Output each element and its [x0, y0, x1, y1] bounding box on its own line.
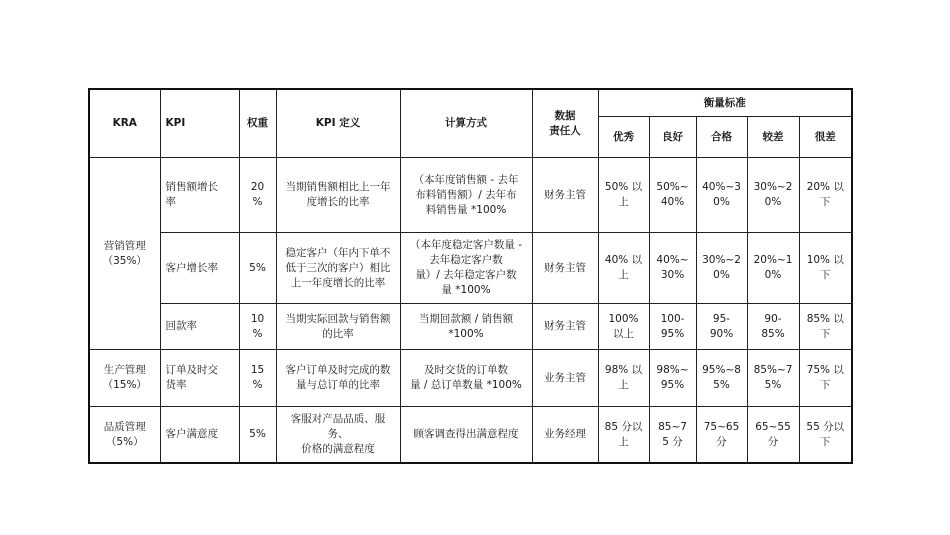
definition-cell: 客服对产品品质、服务、 价格的满意程度: [276, 407, 400, 464]
level-cell: 50% 以 上: [598, 158, 649, 233]
level-cell: 10% 以 下: [799, 233, 852, 304]
header-level-very-poor: 很差: [799, 117, 852, 158]
table-row: [89, 304, 852, 350]
header-row-1: [89, 89, 852, 117]
level-cell: 20%~1 0%: [747, 233, 799, 304]
weight-cell: 15 %: [239, 350, 276, 407]
level-cell: 55 分以 下: [799, 407, 852, 464]
kpi-table: [88, 88, 853, 464]
definition-cell: 当期实际回款与销售额 的比率: [276, 304, 400, 350]
kpi-cell: 销售额增长 率: [160, 158, 239, 233]
kpi-cell: 客户增长率: [160, 233, 239, 304]
level-cell: 85% 以 下: [799, 304, 852, 350]
weight-cell: 10 %: [239, 304, 276, 350]
level-cell: 40% 以 上: [598, 233, 649, 304]
kra-cell: 品质管理 （5%）: [89, 407, 160, 464]
table-row: [89, 158, 852, 233]
header-level-poor: 较差: [747, 117, 799, 158]
level-cell: 20% 以 下: [799, 158, 852, 233]
level-cell: 75% 以 下: [799, 350, 852, 407]
header-weight: 权重: [239, 89, 276, 158]
level-cell: 30%~2 0%: [696, 233, 747, 304]
level-cell: 75~65 分: [696, 407, 747, 464]
level-cell: 98% 以 上: [598, 350, 649, 407]
kpi-cell: 订单及时交 货率: [160, 350, 239, 407]
header-level-good: 良好: [649, 117, 696, 158]
header-kpi: KPI: [160, 89, 239, 158]
level-cell: 98%~ 95%: [649, 350, 696, 407]
level-cell: 100% 以上: [598, 304, 649, 350]
owner-cell: 业务主管: [532, 350, 598, 407]
owner-cell: 业务经理: [532, 407, 598, 464]
definition-cell: 稳定客户（年内下单不 低于三次的客户）相比 上一年度增长的比率: [276, 233, 400, 304]
level-cell: 95%~8 5%: [696, 350, 747, 407]
table-row: [89, 350, 852, 407]
calculation-cell: （本年度稳定客户数量 - 去年稳定客户数 量）/ 去年稳定客户数 量 *100%: [400, 233, 532, 304]
owner-cell: 财务主管: [532, 304, 598, 350]
owner-cell: 财务主管: [532, 158, 598, 233]
table-row: [89, 407, 852, 464]
level-cell: 85%~7 5%: [747, 350, 799, 407]
level-cell: 40%~3 0%: [696, 158, 747, 233]
weight-cell: 5%: [239, 407, 276, 464]
calculation-cell: 及时交货的订单数 量 / 总订单数量 *100%: [400, 350, 532, 407]
level-cell: 50%~ 40%: [649, 158, 696, 233]
level-cell: 85~7 5 分: [649, 407, 696, 464]
level-cell: 95- 90%: [696, 304, 747, 350]
header-kra: KRA: [89, 89, 160, 158]
header-level-excellent: 优秀: [598, 117, 649, 158]
weight-cell: 20 %: [239, 158, 276, 233]
definition-cell: 当期销售额相比上一年 度增长的比率: [276, 158, 400, 233]
kra-cell: 营销管理 （35%）: [89, 158, 160, 350]
header-kpi-definition: KPI 定义: [276, 89, 400, 158]
kpi-cell: 客户满意度: [160, 407, 239, 464]
kpi-cell: 回款率: [160, 304, 239, 350]
header-data-owner: 数据 责任人: [532, 89, 598, 158]
weight-cell: 5%: [239, 233, 276, 304]
level-cell: 85 分以 上: [598, 407, 649, 464]
header-calculation: 计算方式: [400, 89, 532, 158]
level-cell: 90- 85%: [747, 304, 799, 350]
level-cell: 65~55 分: [747, 407, 799, 464]
level-cell: 30%~2 0%: [747, 158, 799, 233]
header-standard: 衡量标准: [598, 89, 852, 117]
level-cell: 40%~ 30%: [649, 233, 696, 304]
owner-cell: 财务主管: [532, 233, 598, 304]
table-row: [89, 233, 852, 304]
header-level-pass: 合格: [696, 117, 747, 158]
calculation-cell: （本年度销售额 - 去年 布料销售额）/ 去年布 料销售量 *100%: [400, 158, 532, 233]
definition-cell: 客户订单及时完成的数 量与总订单的比率: [276, 350, 400, 407]
calculation-cell: 当期回款额 / 销售额 *100%: [400, 304, 532, 350]
level-cell: 100- 95%: [649, 304, 696, 350]
kra-cell: 生产管理 （15%）: [89, 350, 160, 407]
calculation-cell: 顾客调查得出满意程度: [400, 407, 532, 464]
